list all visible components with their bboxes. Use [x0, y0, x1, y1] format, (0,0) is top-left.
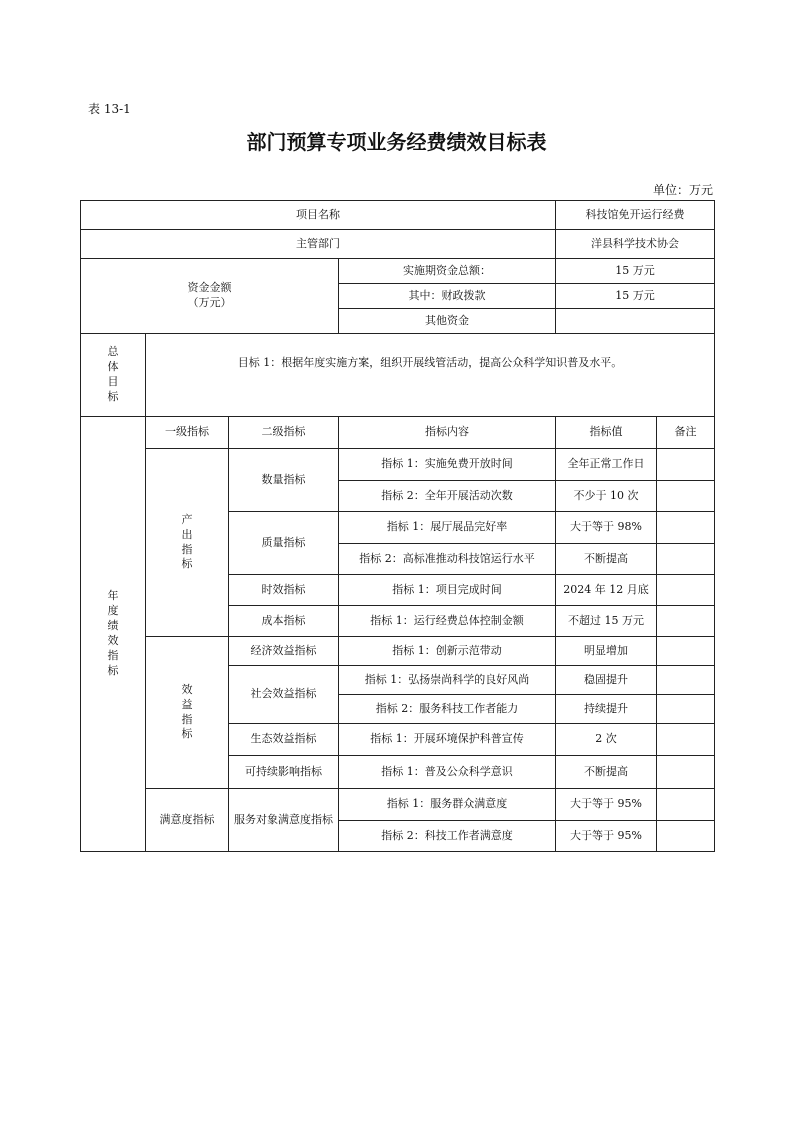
performance-table — [80, 200, 715, 852]
note-cell — [657, 821, 715, 852]
content-cell: 指标 2：全年开展活动次数 — [339, 481, 556, 512]
note-cell — [657, 512, 715, 544]
label-char: 产 — [181, 512, 193, 526]
label-char: 体 — [107, 360, 119, 374]
table-row — [81, 417, 715, 449]
project-name-label: 项目名称 — [81, 201, 556, 230]
content-cell: 指标 2：服务科技工作者能力 — [339, 695, 556, 724]
fund-unit: （万元） — [187, 296, 232, 309]
page-title: 部门预算专项业务经费绩效目标表 — [246, 130, 547, 154]
label-char: 益 — [181, 697, 193, 711]
label-char: 指 — [181, 542, 193, 556]
header-level1: 一级指标 — [146, 417, 229, 449]
note-cell — [657, 756, 715, 789]
note-cell — [657, 449, 715, 481]
value-cell: 不断提高 — [556, 756, 657, 789]
output-indicator-label — [146, 449, 229, 637]
level2-cell: 服务对象满意度指标 — [229, 789, 339, 852]
overall-goal-label — [81, 334, 146, 417]
value-cell: 全年正常工作日 — [556, 449, 657, 481]
label-char: 指 — [181, 712, 193, 726]
content-cell: 指标 1：开展环境保护科普宣传 — [339, 724, 556, 756]
note-cell — [657, 666, 715, 695]
header-value: 指标值 — [556, 417, 657, 449]
content-cell: 指标 1：项目完成时间 — [339, 575, 556, 606]
table-row — [81, 449, 715, 481]
note-cell — [657, 724, 715, 756]
level2-cell: 社会效益指标 — [229, 666, 339, 724]
level2-cell: 数量指标 — [229, 449, 339, 512]
level2-cell: 生态效益指标 — [229, 724, 339, 756]
note-cell — [657, 637, 715, 666]
fund-other-label: 其他资金 — [339, 309, 556, 334]
content-cell: 指标 1：运行经费总体控制金额 — [339, 606, 556, 637]
fund-total-value: 15 万元 — [556, 259, 715, 284]
label-char: 绩 — [107, 619, 119, 633]
table-row — [81, 259, 715, 284]
content-cell: 指标 1：服务群众满意度 — [339, 789, 556, 821]
note-cell — [657, 544, 715, 575]
value-cell: 大于等于 98% — [556, 512, 657, 544]
fund-total-label: 实施期资金总额： — [339, 259, 556, 284]
table-row — [81, 230, 715, 259]
value-cell: 大于等于 95% — [556, 789, 657, 821]
label-char: 标 — [107, 663, 119, 677]
project-name-value: 科技馆免开运行经费 — [556, 201, 715, 230]
content-cell: 指标 2：科技工作者满意度 — [339, 821, 556, 852]
fund-label: 资金金额 — [187, 281, 232, 295]
label-char: 标 — [107, 389, 119, 403]
note-cell — [657, 695, 715, 724]
content-cell: 指标 1：创新示范带动 — [339, 637, 556, 666]
table-row — [81, 334, 715, 417]
value-cell: 2024 年 12 月底 — [556, 575, 657, 606]
fund-fiscal-label: 其中：财政拨款 — [339, 284, 556, 309]
value-cell: 不断提高 — [556, 544, 657, 575]
label-char: 标 — [181, 557, 193, 571]
content-cell: 指标 1：实施免费开放时间 — [339, 449, 556, 481]
content-cell: 指标 1：普及公众科学意识 — [339, 756, 556, 789]
level2-cell: 质量指标 — [229, 512, 339, 575]
header-note: 备注 — [657, 417, 715, 449]
header-content: 指标内容 — [339, 417, 556, 449]
note-cell — [657, 606, 715, 637]
label-char: 度 — [107, 604, 119, 618]
header-level2: 二级指标 — [229, 417, 339, 449]
level2-cell: 可持续影响指标 — [229, 756, 339, 789]
unit-label: 单位：万元 — [652, 183, 713, 197]
table-row — [81, 789, 715, 821]
department-value: 洋县科学技术协会 — [556, 230, 715, 259]
content-cell: 指标 1：展厅展品完好率 — [339, 512, 556, 544]
value-cell: 大于等于 95% — [556, 821, 657, 852]
label-char: 年 — [107, 589, 119, 603]
level2-cell: 时效指标 — [229, 575, 339, 606]
overall-goal-text: 目标 1：根据年度实施方案，组织开展线管活动，提高公众科学知识普及水平。 — [146, 334, 715, 417]
level2-cell: 经济效益指标 — [229, 637, 339, 666]
table-number: 表 13-1 — [88, 102, 131, 116]
level2-cell: 成本指标 — [229, 606, 339, 637]
value-cell: 2 次 — [556, 724, 657, 756]
content-cell: 指标 1：弘扬崇尚科学的良好风尚 — [339, 666, 556, 695]
fund-other-value — [556, 309, 715, 334]
label-char: 总 — [107, 345, 119, 359]
fund-amount-label — [81, 259, 339, 334]
value-cell: 不少于 10 次 — [556, 481, 657, 512]
value-cell: 持续提升 — [556, 695, 657, 724]
table-row — [81, 637, 715, 666]
label-char: 标 — [181, 727, 193, 741]
annual-indicator-label — [81, 417, 146, 852]
value-cell: 明显增加 — [556, 637, 657, 666]
value-cell: 稳固提升 — [556, 666, 657, 695]
table-row — [81, 201, 715, 230]
label-char: 指 — [107, 648, 119, 662]
label-char: 出 — [181, 527, 193, 541]
fund-fiscal-value: 15 万元 — [556, 284, 715, 309]
note-cell — [657, 789, 715, 821]
label-char: 效 — [107, 634, 119, 647]
label-char: 效 — [181, 682, 193, 696]
benefit-indicator-label — [146, 637, 229, 789]
satisfaction-indicator-label: 满意度指标 — [146, 789, 229, 852]
value-cell: 不超过 15 万元 — [556, 606, 657, 637]
note-cell — [657, 481, 715, 512]
content-cell: 指标 2：高标准推动科技馆运行水平 — [339, 544, 556, 575]
department-label: 主管部门 — [81, 230, 556, 259]
label-char: 目 — [107, 375, 119, 388]
note-cell — [657, 575, 715, 606]
